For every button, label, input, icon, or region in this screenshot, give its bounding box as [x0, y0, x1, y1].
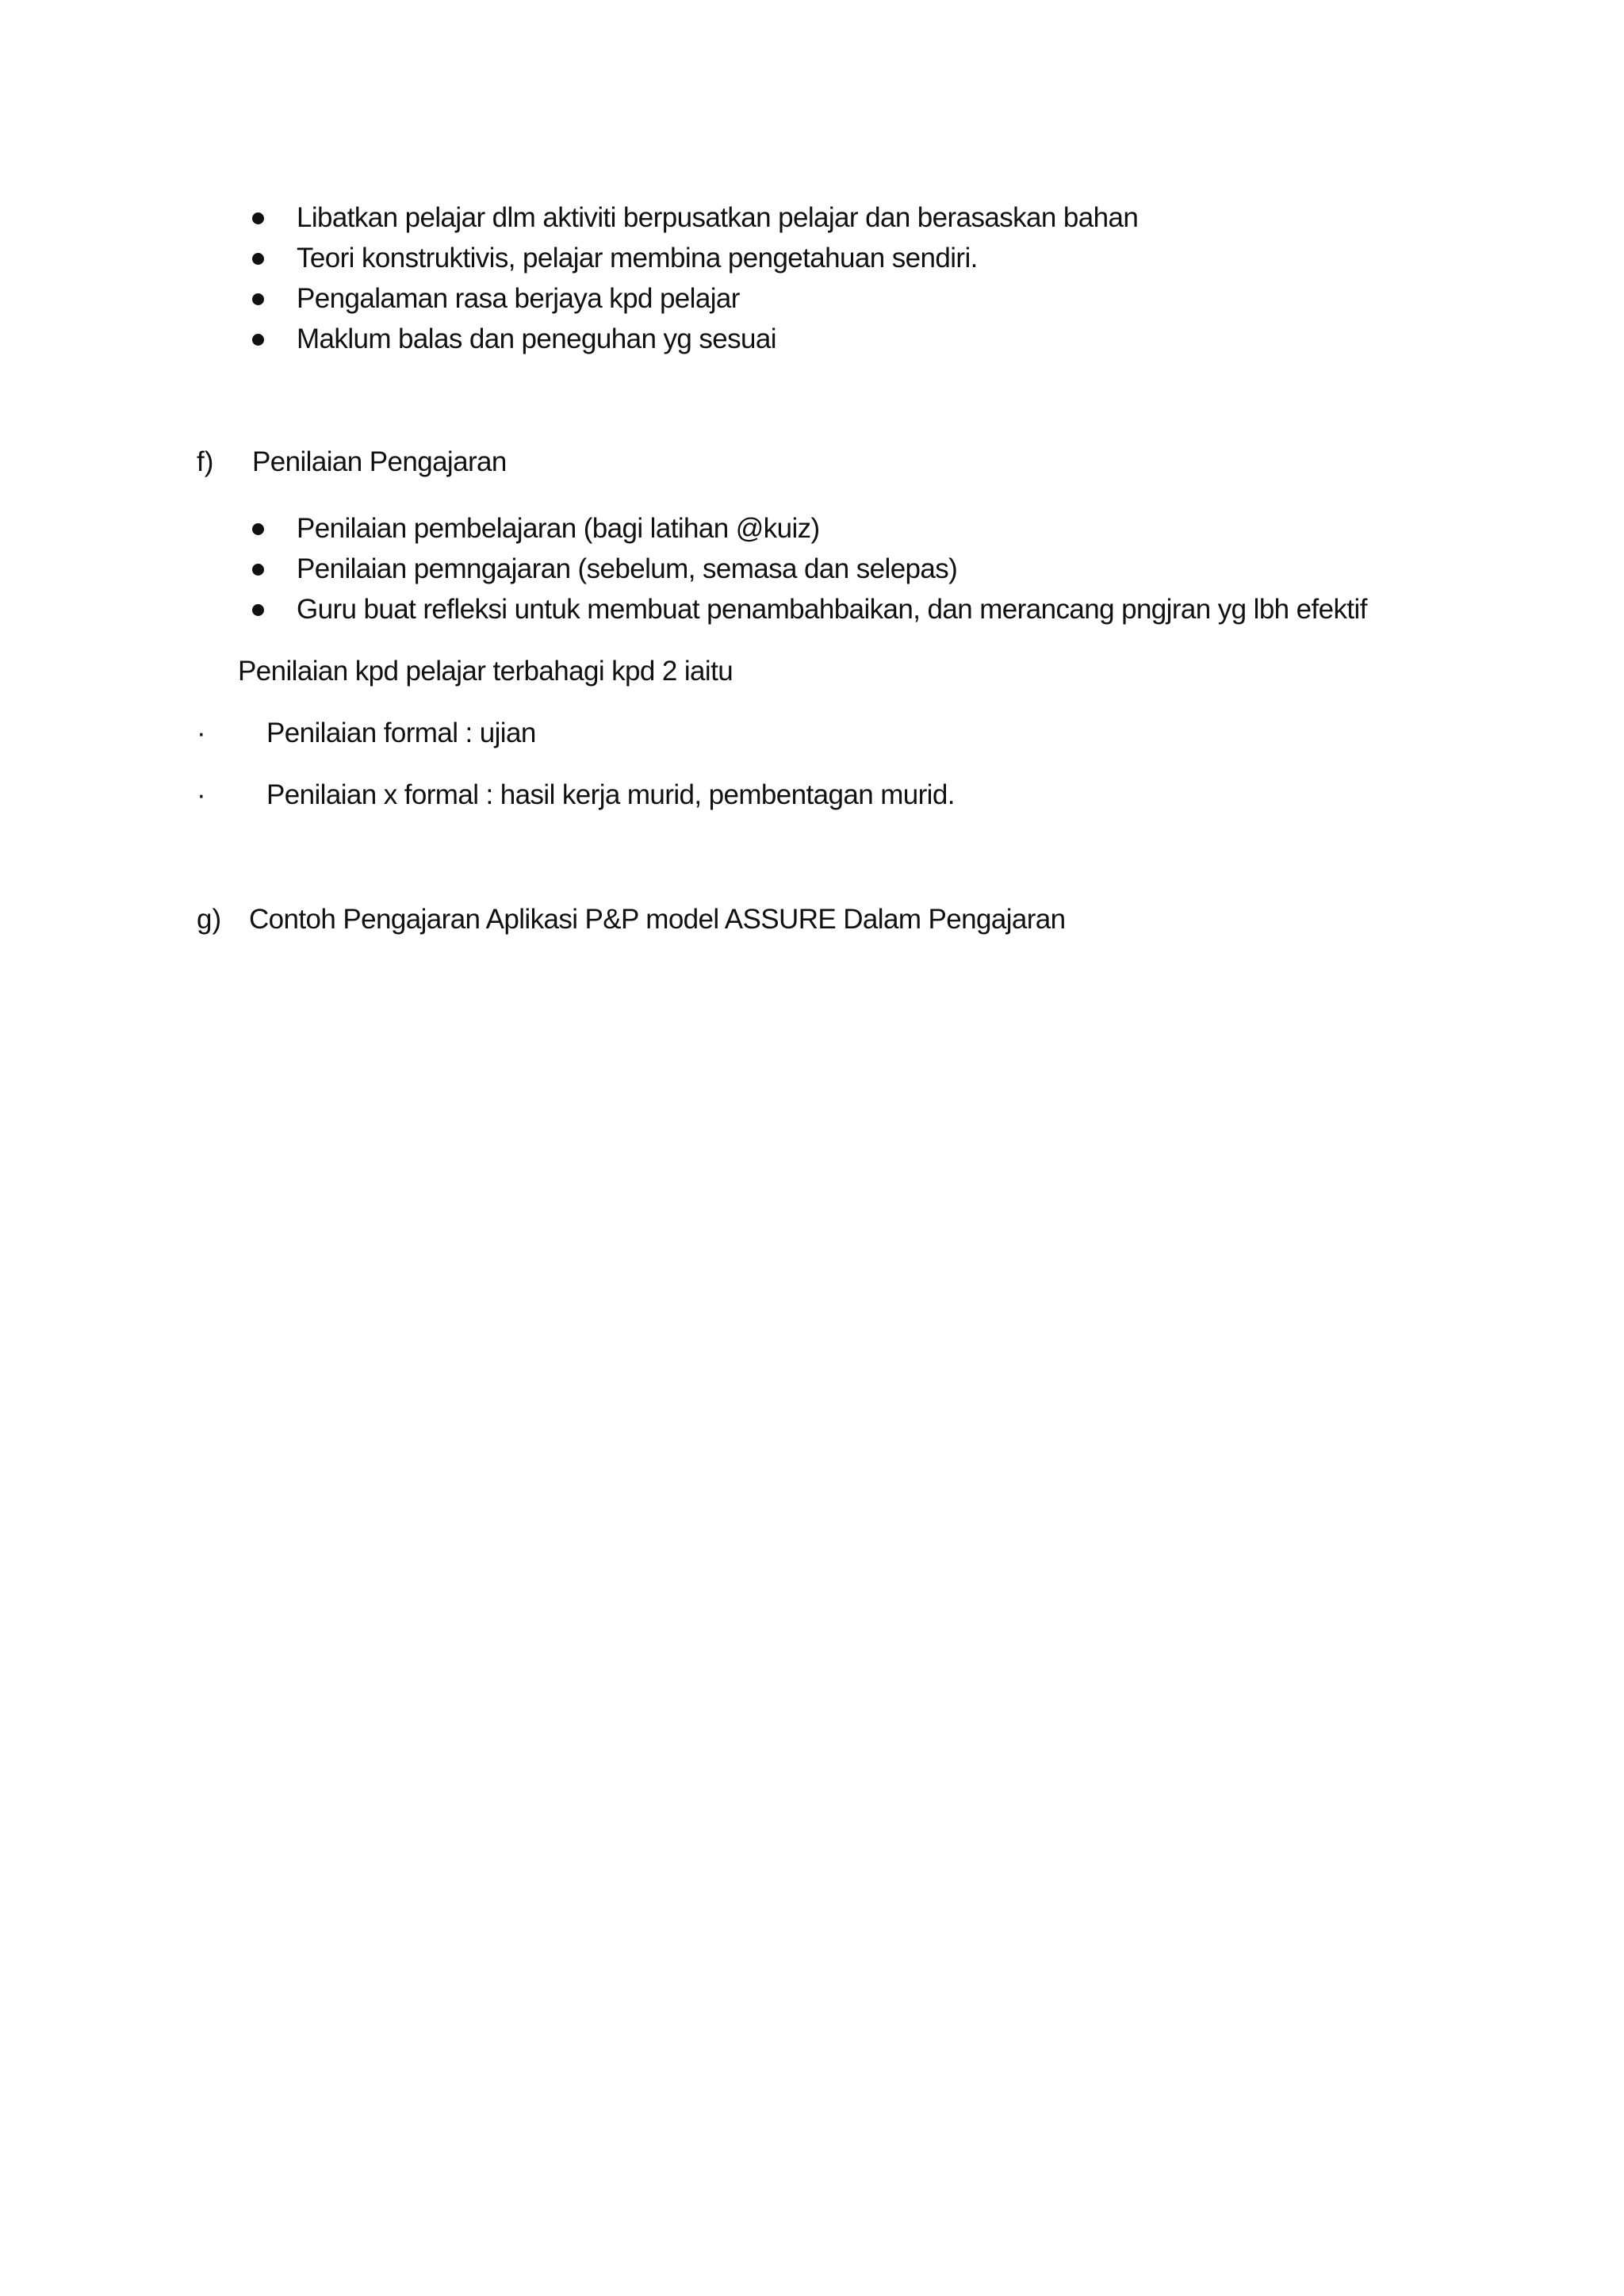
- bullet-icon: [252, 334, 264, 346]
- sub-list-item: Penilaian formal : ujian: [266, 718, 536, 748]
- bullet-icon: [252, 604, 264, 616]
- section-marker: f): [197, 446, 214, 477]
- section-heading: Contoh Pengajaran Aplikasi P&P model ASSURE Dalam Pengajaran: [249, 904, 1066, 935]
- bullet-icon: [252, 523, 264, 535]
- list-item: Penilaian pemngajaran (sebelum, semasa dan selepas): [297, 553, 958, 584]
- bullet-icon: [252, 293, 264, 305]
- bullet-icon: [252, 253, 264, 265]
- list-item: Pengalaman rasa berjaya kpd pelajar: [297, 283, 740, 314]
- list-item: Teori konstruktivis, pelajar membina pengetahuan sendiri.: [297, 243, 978, 274]
- list-item: Guru buat refleksi untuk membuat penambahbaikan, dan merancang pngjran yg lbh efektif: [297, 594, 1367, 625]
- list-item: Libatkan pelajar dlm aktiviti berpusatkan pelajar dan berasaskan bahan: [297, 202, 1139, 233]
- bullet-icon: [252, 212, 264, 224]
- list-item: Maklum balas dan peneguhan yg sesuai: [297, 323, 776, 354]
- section-marker: g): [197, 904, 222, 935]
- list-item: Penilaian pembelajaran (bagi latihan @kuiz): [297, 513, 820, 544]
- assessment-note: Penilaian kpd pelajar terbahagi kpd 2 iaitu: [238, 656, 733, 687]
- sub-list-item: Penilaian x formal : hasil kerja murid, pembentagan murid.: [266, 779, 955, 810]
- sub-bullet-icon: ·: [197, 779, 206, 810]
- sub-bullet-icon: ·: [197, 718, 206, 748]
- bullet-icon: [252, 564, 264, 576]
- section-heading: Penilaian Pengajaran: [252, 446, 507, 477]
